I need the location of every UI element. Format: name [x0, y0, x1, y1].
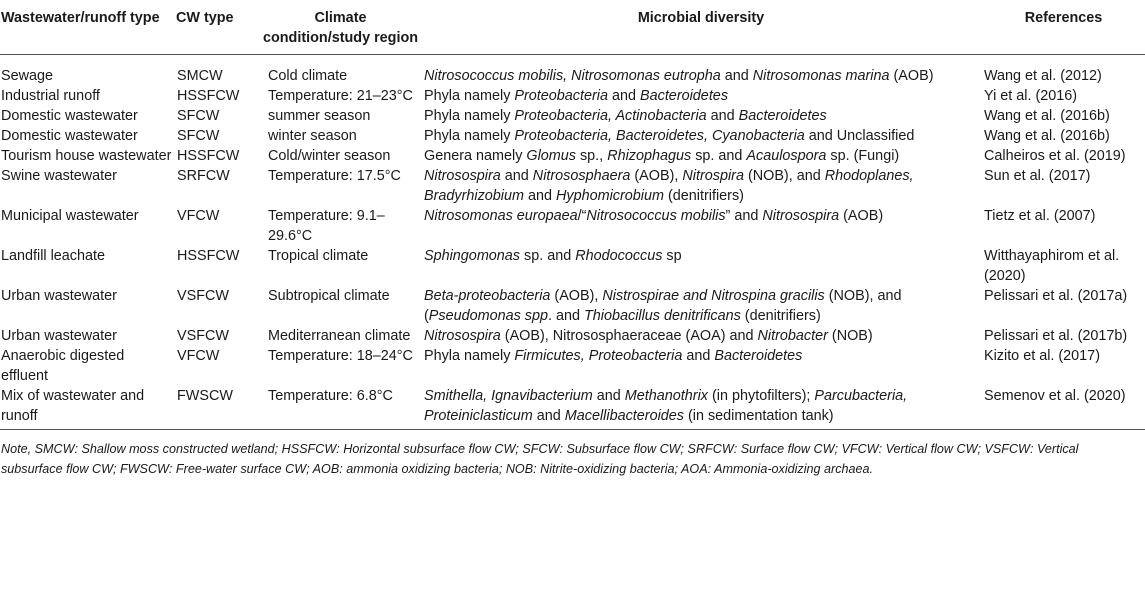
text-segment: (AOB),	[550, 288, 603, 304]
table-row	[0, 86, 1145, 106]
cell-wastewater-type: Domestic wastewater	[1, 128, 138, 144]
cell-wastewater-type: Urban wastewater	[1, 288, 117, 304]
header-row	[0, 0, 1145, 55]
taxon-name: Macellibacteroides	[564, 408, 684, 424]
text-segment: and	[608, 88, 641, 104]
taxon-name: Bacteroidetes	[714, 348, 803, 364]
cell-microbial-diversity	[420, 386, 982, 430]
cell-cw-type: VFCW	[177, 208, 220, 224]
cell-reference: Sun et al. (2017)	[984, 168, 1091, 184]
taxon-name: Nitrobacter	[757, 328, 828, 344]
cell-climate: Temperature: 6.8°C	[261, 386, 420, 430]
cell-reference: Semenov et al. (2020)	[982, 386, 1145, 430]
text-segment: (NOB)	[827, 328, 873, 344]
cell-wastewater-type: Tourism house wastewater	[1, 148, 172, 164]
cell-reference: Wang et al. (2016b)	[984, 128, 1110, 144]
cell-cw-type: SMCW	[177, 68, 223, 84]
cell-microbial-diversity	[420, 246, 982, 286]
table-row	[0, 206, 1145, 246]
taxon-name: Nitrosomonas marina	[752, 68, 890, 84]
cell-wastewater-type: Municipal wastewater	[1, 208, 139, 224]
table-note: Note, SMCW: Shallow moss constructed wetland; HSSFCW: Horizontal subsurface flow CW; SFCW: Subsurface flow CW; SRFCW: Surface flow CW; VFCW: Vertical flow CW; VSFCW: Vertical subsurface flow CW; FWSCW: Free-water surface CW; AOB: ammonia oxidizing bacteria; NOB: Nitrite-oxidizing bacteria; AOA: Ammonia-oxidizing archaea.	[1, 442, 1079, 476]
taxon-name: Acaulospora	[746, 148, 827, 164]
text-segment: (AOB),	[630, 168, 683, 184]
cell-reference: Kizito et al. (2017)	[984, 348, 1100, 364]
cell-cw-type: VSFCW	[177, 288, 229, 304]
taxon-name: Nitrospira	[682, 168, 744, 184]
cell-cw-type: SFCW	[177, 108, 220, 124]
taxon-name: Rhodoplanes, Bradyrhizobium	[424, 168, 914, 204]
header-cw-type: CW type	[175, 0, 261, 55]
text-segment: sp. and	[691, 148, 747, 164]
text-segment: (AOB)	[839, 208, 884, 224]
cell-wastewater-type: Landfill leachate	[1, 248, 106, 264]
taxon-name: Bacteroidetes	[640, 88, 729, 104]
cell-wastewater-type: Industrial runoff	[1, 88, 100, 104]
text-segment: (denitrifiers)	[663, 188, 744, 204]
cell-microbial-diversity	[420, 166, 982, 206]
table-row	[0, 55, 1145, 87]
taxon-name: Proteobacteria	[514, 88, 608, 104]
table-row	[0, 106, 1145, 126]
cell-climate: Temperature: 18–24°C	[268, 348, 413, 364]
table-row	[0, 126, 1145, 146]
table-row	[0, 146, 1145, 166]
cell-climate: Cold/winter season	[268, 148, 391, 164]
cell-microbial-diversity	[420, 146, 982, 166]
text-segment: (in sedimentation tank)	[683, 408, 834, 424]
cell-wastewater-type: Sewage	[1, 68, 54, 84]
taxon-name: Sphingomonas	[424, 248, 521, 264]
cell-wastewater-type: Swine wastewater	[1, 168, 117, 184]
cell-climate: Temperature: 21–23°C	[268, 88, 413, 104]
text-segment: . and	[548, 308, 585, 324]
taxon-name: Rhodococcus	[575, 248, 663, 264]
taxon-name: Nitrosococcus mobilis, Nitrosomonas eutropha	[424, 68, 721, 84]
cell-climate: winter season	[268, 128, 357, 144]
header-microbial-diversity: Microbial diversity	[420, 0, 982, 55]
taxon-name: Smithella, Ignavibacterium	[424, 388, 593, 404]
cell-cw-type: SFCW	[177, 128, 220, 144]
text-segment: and	[706, 108, 739, 124]
taxon-name: Pseudomonas spp	[428, 308, 548, 324]
cell-climate: Tropical climate	[268, 248, 369, 264]
cell-climate: Cold climate	[268, 68, 348, 84]
table-row	[0, 166, 1145, 206]
text-segment: sp. and	[520, 248, 576, 264]
table-row	[0, 286, 1145, 326]
cell-wastewater-type: Domestic wastewater	[1, 108, 138, 124]
text-segment: and	[720, 68, 753, 84]
cell-cw-type: VFCW	[177, 348, 220, 364]
cell-cw-type: HSSFCW	[177, 148, 240, 164]
cell-wastewater-type: Mix of wastewater and runoff	[0, 386, 175, 430]
text-segment: and	[523, 188, 556, 204]
header-references: References	[982, 0, 1145, 55]
text-segment: (NOB), and	[743, 168, 825, 184]
table-row	[0, 386, 1145, 430]
cell-climate: Temperature: 9.1–29.6°C	[268, 208, 385, 244]
taxon-name: Nitrosococcus mobilis	[586, 208, 726, 224]
taxon-name: Nitrosomonas europaea	[424, 208, 578, 224]
cell-climate: Temperature: 17.5°C	[268, 168, 401, 184]
header-climate: Climate condition/study region	[261, 0, 420, 55]
text-segment: Phyla namely	[424, 108, 515, 124]
cell-climate: Mediterranean climate	[268, 328, 411, 344]
cell-reference: Yi et al. (2016)	[984, 88, 1078, 104]
cell-wastewater-type: Anaerobic digested effluent	[1, 348, 125, 384]
taxon-name: Proteobacteria, Bacteroidetes, Cyanobacteria	[514, 128, 805, 144]
text-segment: sp. (Fungi)	[826, 148, 900, 164]
text-segment: Genera namely	[424, 148, 527, 164]
text-segment: Phyla namely	[424, 88, 515, 104]
text-segment: /“	[577, 208, 587, 224]
cell-climate: Subtropical climate	[268, 288, 390, 304]
taxon-name: Firmicutes, Proteobacteria	[514, 348, 683, 364]
text-segment: (denitrifiers)	[740, 308, 821, 324]
cell-microbial-diversity	[420, 286, 982, 326]
table-body	[0, 55, 1145, 430]
cell-microbial-diversity	[420, 126, 982, 146]
cell-reference: Wang et al. (2016b)	[984, 108, 1110, 124]
cell-cw-type: SRFCW	[177, 168, 230, 184]
text-segment: (AOB), Nitrososphaeraceae (AOA) and	[500, 328, 758, 344]
cell-cw-type: HSSFCW	[177, 88, 240, 104]
text-segment: and	[500, 168, 533, 184]
text-segment: and	[682, 348, 715, 364]
cell-reference: Pelissari et al. (2017a)	[984, 288, 1128, 304]
cell-reference: Witthayaphirom et al. (2020)	[984, 248, 1120, 284]
taxon-name: Thiobacillus denitrificans	[584, 308, 741, 324]
taxon-name: Parcubacteria, Proteiniclasticum	[424, 388, 908, 424]
taxon-name: Beta-proteobacteria	[424, 288, 551, 304]
cell-reference: Calheiros et al. (2019)	[984, 148, 1126, 164]
text-segment: and	[592, 388, 625, 404]
taxon-name: Methanothrix	[624, 388, 708, 404]
taxon-name: Proteobacteria, Actinobacteria	[514, 108, 707, 124]
text-segment: and Unclassified	[804, 128, 915, 144]
cell-wastewater-type: Urban wastewater	[1, 328, 117, 344]
header-wastewater-type: Wastewater/runoff type	[0, 0, 175, 55]
cell-microbial-diversity	[420, 86, 982, 106]
cell-microbial-diversity	[420, 206, 982, 246]
taxon-name: Rhizophagus	[607, 148, 692, 164]
taxon-name: Nistrospirae and Nitrospina gracilis	[602, 288, 825, 304]
cell-reference: Wang et al. (2012)	[984, 68, 1102, 84]
cell-microbial-diversity	[420, 55, 982, 87]
cell-microbial-diversity	[420, 326, 982, 346]
taxon-name: Bacteroidetes	[738, 108, 827, 124]
taxon-name: Nitrosospira	[762, 208, 840, 224]
cell-climate: summer season	[268, 108, 371, 124]
table-row	[0, 346, 1145, 386]
text-segment: and	[532, 408, 565, 424]
text-segment: (in phytofilters);	[708, 388, 815, 404]
taxon-name: Hyphomicrobium	[556, 188, 664, 204]
cell-microbial-diversity	[420, 106, 982, 126]
cell-cw-type: FWSCW	[175, 386, 261, 430]
taxon-name: Glomus	[526, 148, 576, 164]
text-segment: Phyla namely	[424, 128, 515, 144]
text-segment: Phyla namely	[424, 348, 515, 364]
text-segment: sp	[662, 248, 682, 264]
text-segment: (NOB), and (	[424, 288, 902, 324]
taxon-name: Nitrosospira	[424, 328, 501, 344]
taxon-name: Nitrosospira	[424, 168, 501, 184]
table-row	[0, 326, 1145, 346]
cell-cw-type: VSFCW	[177, 328, 229, 344]
cell-reference: Tietz et al. (2007)	[984, 208, 1096, 224]
cell-reference: Pelissari et al. (2017b)	[984, 328, 1128, 344]
text-segment: sp.,	[575, 148, 608, 164]
taxon-name: Nitrososphaera	[532, 168, 631, 184]
cell-cw-type: HSSFCW	[177, 248, 240, 264]
text-segment: ” and	[725, 208, 763, 224]
cell-microbial-diversity	[420, 346, 982, 386]
table-row	[0, 246, 1145, 286]
text-segment: (AOB)	[889, 68, 934, 84]
